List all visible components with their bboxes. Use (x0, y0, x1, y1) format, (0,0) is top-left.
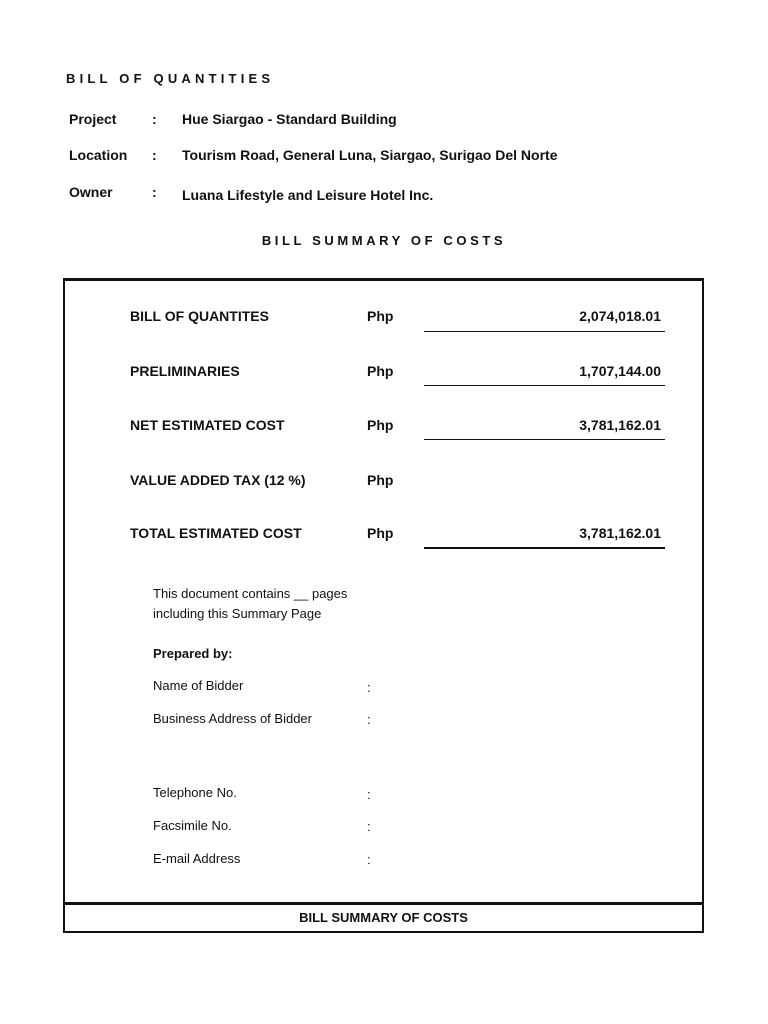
row-label-boq: BILL OF QUANTITES (130, 308, 269, 324)
row-underline-preliminaries (424, 385, 665, 386)
row-amount-preliminaries: 1,707,144.00 (579, 363, 661, 379)
project-colon: : (152, 111, 157, 127)
location-value: Tourism Road, General Luna, Siargao, Surigao Del Norte (182, 147, 558, 163)
prepared-by-label: Prepared by: (153, 646, 233, 661)
note-line-2: including this Summary Page (153, 606, 322, 621)
page-count-note (153, 584, 347, 624)
row-currency-vat: Php (367, 472, 394, 488)
project-label: Project (69, 111, 117, 127)
row-underline-boq (424, 331, 665, 332)
row-currency-total-cost: Php (367, 525, 394, 541)
summary-heading: BILL SUMMARY OF COSTS (261, 233, 507, 248)
field-label-email: E-mail Address (153, 851, 241, 866)
owner-value: Luana Lifestyle and Leisure Hotel Inc. (182, 187, 434, 203)
field-colon-email: : (367, 852, 371, 867)
field-label-facsimile: Facsimile No. (153, 818, 232, 833)
row-label-net-cost: NET ESTIMATED COST (130, 417, 285, 433)
field-colon-business-address: : (367, 712, 371, 727)
row-amount-net-cost: 3,781,162.01 (579, 417, 661, 433)
row-label-total-cost: TOTAL ESTIMATED COST (130, 525, 302, 541)
row-currency-boq: Php (367, 308, 394, 324)
row-label-vat: VALUE ADDED TAX (12 %) (130, 472, 306, 488)
field-label-telephone: Telephone No. (153, 785, 237, 800)
field-colon-facsimile: : (367, 819, 371, 834)
owner-label: Owner (69, 184, 113, 200)
document-title: BILL OF QUANTITIES (66, 71, 275, 86)
location-label: Location (69, 147, 128, 163)
note-line-1: This document contains __ pages (153, 586, 348, 601)
row-amount-total-cost: 3,781,162.01 (579, 525, 661, 541)
location-colon: : (152, 147, 157, 163)
field-colon-telephone: : (367, 787, 371, 802)
row-currency-net-cost: Php (367, 417, 394, 433)
row-underline-total-cost (424, 547, 665, 549)
row-amount-boq: 2,074,018.01 (579, 308, 661, 324)
field-label-name-of-bidder: Name of Bidder (153, 678, 244, 693)
project-value: Hue Siargao - Standard Building (182, 111, 397, 127)
field-colon-name-of-bidder: : (367, 680, 371, 695)
owner-colon: : (152, 184, 157, 200)
footer-label: BILL SUMMARY OF COSTS (65, 902, 702, 932)
row-label-preliminaries: PRELIMINARIES (130, 363, 240, 379)
row-underline-net-cost (424, 439, 665, 440)
row-currency-preliminaries: Php (367, 363, 394, 379)
field-label-business-address: Business Address of Bidder (153, 711, 312, 726)
